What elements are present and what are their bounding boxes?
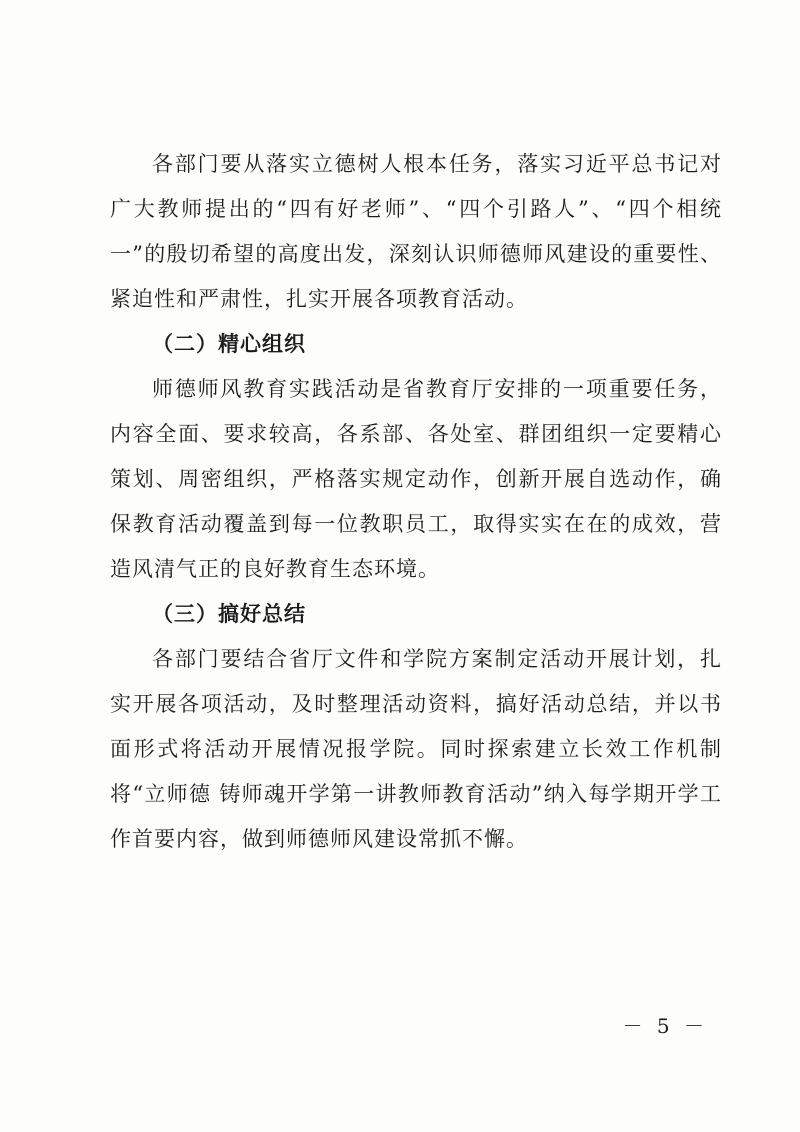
paragraph-intro: 各部门要从落实立德树人根本任务，落实习近平总书记对广大教师提出的“四有好老师”、“四个引路人”、“四个相统一”的殷切希望的高度出发，深刻认识师德师风建设的重要性、紧迫性和严肃性，扎实开展各项教育活动。	[110, 152, 722, 311]
document-body	[110, 142, 722, 862]
section-heading-organize: （二）精心组织	[152, 332, 306, 356]
paragraph-summary: 各部门要结合省厅文件和学院方案制定活动开展计划，扎实开展各项活动，及时整理活动资料，搞好活动总结，并以书面形式将活动开展情况报学院。同时探索建立长效工作机制将“立师德 铸师魂开学第一讲教师教育活动”纳入每学期开学工作首要内容，做到师德师风建设常抓不懈。	[110, 647, 722, 851]
section-heading-summary: （三）搞好总结	[152, 602, 306, 626]
page-number: － 5 －	[622, 1014, 708, 1038]
paragraph-organize: 师德师风教育实践活动是省教育厅安排的一项重要任务，内容全面、要求较高，各系部、各处室、群团组织一定要精心策划、周密组织，严格落实规定动作，创新开展自选动作，确保教育活动覆盖到每一位教职员工，取得实实在在的成效，营造风清气正的良好教育生态环境。	[110, 377, 722, 581]
